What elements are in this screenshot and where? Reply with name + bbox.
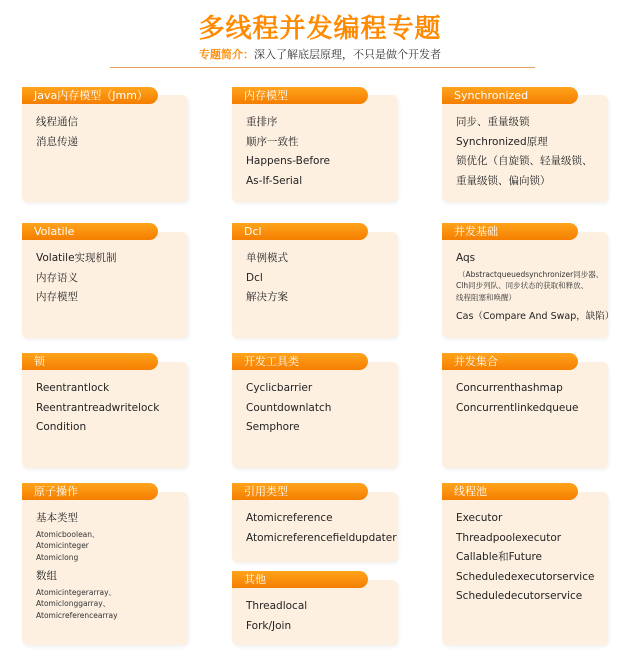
list-item: Happens-Before bbox=[246, 155, 330, 167]
list-item: （Abstractqueuedsynchronizer同步器、 bbox=[458, 269, 604, 279]
card-reference-list bbox=[246, 509, 397, 548]
card-reference-title: 引用类型 bbox=[232, 483, 368, 500]
list-item: Aqs bbox=[456, 252, 476, 264]
intro-text: 深入了解底层原理，不只是做个开发者 bbox=[254, 48, 441, 61]
list-item: 重排序 bbox=[246, 116, 278, 128]
list-item: 数组 bbox=[36, 570, 57, 582]
card-dcl-title: Dcl bbox=[232, 223, 368, 240]
list-item: Cas（Compare And Swap，缺陷） bbox=[456, 311, 615, 322]
list-item: 同步、重量级锁 bbox=[456, 116, 530, 128]
list-item: 基本类型 bbox=[36, 512, 78, 524]
list-item: Clh同步列队、同步状态的获取和释放、 bbox=[456, 281, 589, 290]
list-item: Threadpoolexecutor bbox=[456, 531, 562, 544]
card-tools-list bbox=[246, 379, 331, 438]
card-other-list bbox=[246, 597, 307, 636]
list-item: As-If-Serial bbox=[246, 174, 303, 187]
list-item: 解决方案 bbox=[246, 291, 288, 303]
card-dcl-list bbox=[246, 249, 288, 308]
list-item: 内存模型 bbox=[36, 291, 78, 303]
list-item: Reentrantreadwritelock bbox=[36, 401, 160, 414]
card-atomic-title: 原子操作 bbox=[22, 483, 158, 500]
list-item: Condition bbox=[36, 421, 87, 433]
card-lock-title: 锁 bbox=[22, 353, 158, 370]
list-item: Fork/Join bbox=[246, 619, 292, 632]
card-jmm-list bbox=[36, 113, 78, 152]
list-item: 线程通信 bbox=[36, 116, 78, 128]
list-item: 内存语义 bbox=[36, 271, 78, 284]
card-memory-model-list bbox=[246, 113, 330, 191]
card-synchronized-title: Synchronized bbox=[442, 87, 578, 104]
list-item: 线程阻塞和唤醒） bbox=[456, 292, 516, 302]
list-item: 重量级锁、偏向锁） bbox=[456, 174, 551, 187]
list-item: 消息传递 bbox=[36, 135, 78, 148]
list-item: Synchronized原理 bbox=[456, 135, 548, 148]
list-item: Semphore bbox=[246, 421, 300, 433]
list-item: Atomicreferencefieldupdater bbox=[246, 531, 397, 544]
card-atomic-list bbox=[36, 509, 118, 621]
list-item: Atomiclong bbox=[36, 552, 79, 562]
list-item: Volatile实现机制 bbox=[36, 252, 117, 264]
card-other-title: 其他 bbox=[232, 571, 368, 588]
list-item: 单例模式 bbox=[246, 252, 288, 264]
card-memory-model-title: 内存模型 bbox=[232, 87, 368, 104]
list-item: Cyclicbarrier bbox=[246, 382, 313, 394]
list-item: 锁优化（自旋锁、轻量级锁、 bbox=[456, 155, 593, 167]
list-item: Atomicreference bbox=[246, 512, 333, 524]
list-item: Executor bbox=[456, 512, 503, 524]
card-tools-title: 开发工具类 bbox=[232, 353, 368, 370]
list-item: Dcl bbox=[246, 271, 263, 284]
list-item: Atomicinteger bbox=[36, 541, 89, 550]
card-thread-pool-title: 线程池 bbox=[442, 483, 578, 500]
card-jmm-title: Java内存模型（Jmm） bbox=[22, 87, 158, 104]
card-collections-list bbox=[456, 379, 579, 418]
list-item: Scheduledexecutorservice bbox=[456, 570, 595, 583]
card-concurrency-basics-list bbox=[456, 249, 614, 327]
list-item: Threadlocal bbox=[246, 600, 308, 612]
list-item: Concurrenthashmap bbox=[456, 382, 563, 394]
list-item: Atomiclonggarray、 bbox=[36, 599, 111, 608]
list-item: Scheduledecutorservice bbox=[456, 590, 583, 602]
card-volatile-title: Volatile bbox=[22, 223, 158, 240]
card-lock-list bbox=[36, 379, 159, 438]
card-concurrency-basics-title: 并发基础 bbox=[442, 223, 578, 240]
page-title: 多线程并发编程专题 bbox=[198, 14, 442, 44]
list-item: Atomicintegerarray、 bbox=[36, 587, 117, 597]
list-item: Concurrentlinkedqueue bbox=[456, 401, 579, 414]
list-item: Countdownlatch bbox=[246, 401, 332, 414]
card-collections-title: 并发集合 bbox=[442, 353, 578, 370]
list-item: Atomicreferencearray bbox=[36, 610, 118, 620]
list-item: Atomicboolean、 bbox=[36, 529, 100, 539]
page-intro bbox=[0, 48, 640, 62]
list-item: Callable和Future bbox=[456, 551, 543, 563]
intro-label: 专题简介： bbox=[199, 48, 254, 61]
header-divider bbox=[110, 67, 535, 68]
list-item: 顺序一致性 bbox=[246, 135, 299, 148]
list-item: Reentrantlock bbox=[36, 382, 110, 394]
card-synchronized-list bbox=[456, 113, 593, 191]
card-volatile-list bbox=[36, 249, 117, 308]
card-thread-pool-list bbox=[456, 509, 594, 607]
